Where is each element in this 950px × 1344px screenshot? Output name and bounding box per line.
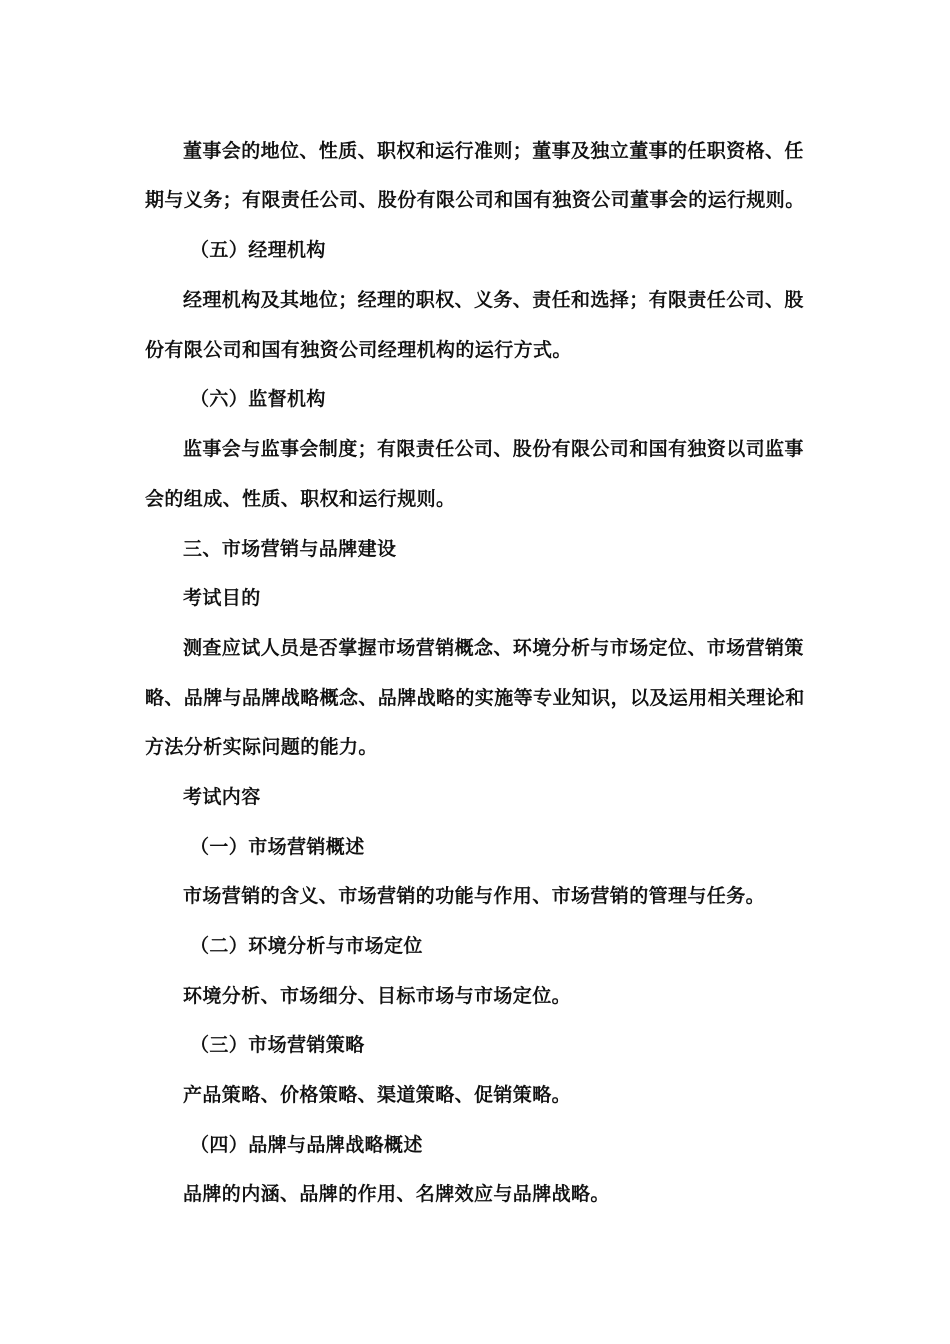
paragraph-purpose-line-1: 测查应试人员是否掌握市场营销概念、环境分析与市场定位、市场营销策 bbox=[183, 637, 804, 659]
paragraph-marketing-strategy: 产品策略、价格策略、渠道策略、促销策略。 bbox=[183, 1084, 572, 1106]
paragraph-marketing-overview: 市场营销的含义、市场营销的功能与作用、市场营销的管理与任务。 bbox=[183, 885, 766, 907]
heading-environment-analysis: （二）环境分析与市场定位 bbox=[190, 935, 423, 957]
heading-exam-purpose: 考试目的 bbox=[183, 587, 261, 609]
paragraph-purpose-line-2: 略、品牌与品牌战略概念、品牌战略的实施等专业知识，以及运用相关理论和 bbox=[145, 687, 805, 709]
paragraph-manager-line-2: 份有限公司和国有独资公司经理机构的运行方式。 bbox=[145, 339, 572, 361]
paragraph-brand-overview: 品牌的内涵、品牌的作用、名牌效应与品牌战略。 bbox=[183, 1183, 610, 1205]
paragraph-supervision-line-1: 监事会与监事会制度；有限责任公司、股份有限公司和国有独资以司监事 bbox=[183, 438, 804, 460]
heading-marketing-overview: （一）市场营销概述 bbox=[190, 836, 365, 858]
section-heading-marketing: 三、市场营销与品牌建设 bbox=[183, 538, 397, 560]
paragraph-board-line-2: 期与义务；有限责任公司、股份有限公司和国有独资公司董事会的运行规则。 bbox=[145, 189, 805, 211]
heading-exam-content: 考试内容 bbox=[183, 786, 261, 808]
paragraph-purpose-line-3: 方法分析实际问题的能力。 bbox=[145, 736, 378, 758]
heading-marketing-strategy: （三）市场营销策略 bbox=[190, 1034, 365, 1056]
paragraph-manager-line-1: 经理机构及其地位；经理的职权、义务、责任和选择；有限责任公司、股 bbox=[183, 289, 804, 311]
paragraph-board-line-1: 董事会的地位、性质、职权和运行准则；董事及独立董事的任职资格、任 bbox=[183, 140, 804, 162]
paragraph-environment-analysis: 环境分析、市场细分、目标市场与市场定位。 bbox=[183, 985, 572, 1007]
paragraph-supervision-line-2: 会的组成、性质、职权和运行规则。 bbox=[145, 488, 456, 510]
heading-manager: （五）经理机构 bbox=[190, 239, 326, 261]
heading-supervision: （六）监督机构 bbox=[190, 388, 326, 410]
heading-brand-overview: （四）品牌与品牌战略概述 bbox=[190, 1134, 423, 1156]
